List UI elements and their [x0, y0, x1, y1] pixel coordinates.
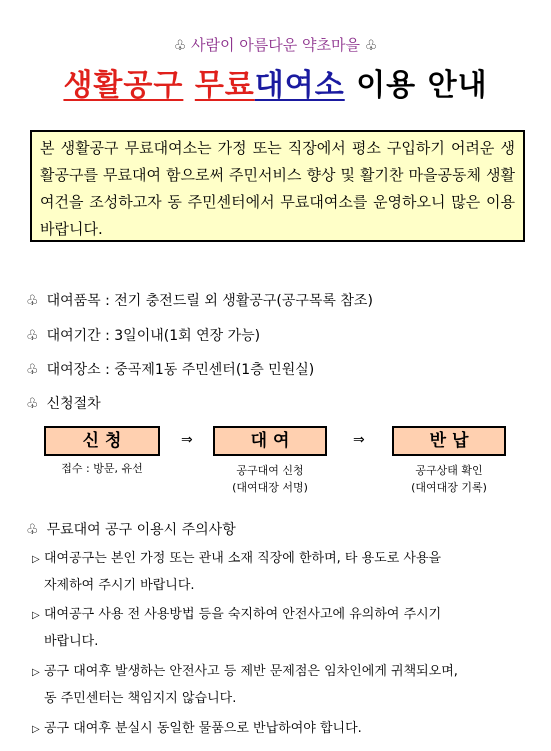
step-label: 반 납: [429, 431, 469, 451]
step-return-box: [392, 426, 506, 456]
clubs-icon: ♧: [26, 522, 39, 538]
step-rent-box: [213, 426, 327, 456]
intro-box: [30, 130, 525, 242]
step-label: 신 청: [82, 431, 122, 451]
notice-item: [32, 716, 532, 743]
info-item-rental-period: [26, 325, 260, 345]
clubs-icon: ♧: [26, 396, 39, 412]
clubs-icon: ♧: [26, 328, 39, 344]
clubs-icon: ♧: [364, 38, 378, 54]
info-item-text: 대여장소 : 중곡제1동 주민센터(1층 민원실): [46, 362, 315, 378]
title-part-1: 생활공구: [63, 68, 184, 103]
caption-line: 공구대여 신청: [236, 464, 304, 477]
page-title: [0, 60, 551, 104]
title-part-4: 이용 안내: [356, 68, 488, 103]
info-item-rental-place: [26, 359, 314, 379]
info-item-text: 대여품목 : 전기 충전드릴 외 생활공구(공구목록 참조): [46, 293, 373, 309]
info-item-rental-items: [26, 290, 373, 310]
clubs-icon: ♧: [26, 293, 39, 309]
notice-heading: [26, 519, 236, 539]
notice-line: 대여공구는 본인 가정 또는 관내 소재 직장에 한하며, 타 용도로 사용을: [44, 551, 442, 566]
notice-line: 공구 대여후 분실시 동일한 물품으로 반납하여야 합니다.: [44, 721, 362, 736]
step-rent-caption: [203, 462, 337, 496]
caption-line: (대여대장 서명): [232, 481, 308, 494]
arrow-icon: ⇒: [181, 432, 193, 448]
step-apply-box: [44, 426, 160, 456]
step-return-caption: [382, 462, 516, 496]
notice-line: 동 주민센터는 책임지지 않습니다.: [44, 691, 237, 706]
notice-item: [32, 602, 532, 655]
notice-line: 자제하여 주시기 바랍니다.: [44, 578, 195, 593]
notice-item: [32, 546, 532, 599]
notice-heading-text: 무료대여 공구 이용시 주의사항: [46, 522, 236, 538]
triangle-bullet-icon: ▷: [32, 667, 40, 678]
caption-line: (대여대장 기록): [411, 481, 487, 494]
step-apply-caption: [44, 460, 160, 477]
caption-line: 접수 : 방문, 유선: [61, 462, 143, 475]
arrow-icon: ⇒: [353, 432, 365, 448]
clubs-icon: ♧: [173, 38, 187, 54]
caption-line: 공구상태 확인: [415, 464, 483, 477]
notice-line: 바랍니다.: [44, 634, 99, 649]
triangle-bullet-icon: ▷: [32, 610, 40, 621]
info-item-procedure: [26, 393, 101, 413]
clubs-icon: ♧: [26, 362, 39, 378]
notice-line: 공구 대여후 발생하는 안전사고 등 제반 문제점은 임차인에게 귀책되오며,: [44, 664, 458, 679]
subtitle-text: 사람이 아름다운 약초마을: [191, 36, 360, 54]
notice-line: 대여공구 사용 전 사용방법 등을 숙지하여 안전사고에 유의하여 주시기: [44, 607, 442, 622]
triangle-bullet-icon: ▷: [32, 724, 40, 735]
title-part-3: 대여소: [254, 68, 345, 103]
triangle-bullet-icon: ▷: [32, 554, 40, 565]
info-item-text: 신청절차: [46, 396, 101, 412]
step-label: 대 여: [250, 431, 290, 451]
info-item-text: 대여기간 : 3일이내(1회 연장 가능): [46, 328, 261, 344]
notice-item: [32, 659, 532, 712]
intro-text: 본 생활공구 무료대여소는 가정 또는 직장에서 평소 구입하기 어려운 생활공구를 무료대여 함으로써 주민서비스 향상 및 활기찬 마을공동체 생활여건을 조성하고자 동 주민센터에서 무료대여소를 운영하오니 많은 이용 바랍니다.: [40, 139, 515, 238]
title-part-2: 무료: [194, 68, 255, 103]
subtitle: [0, 34, 551, 55]
